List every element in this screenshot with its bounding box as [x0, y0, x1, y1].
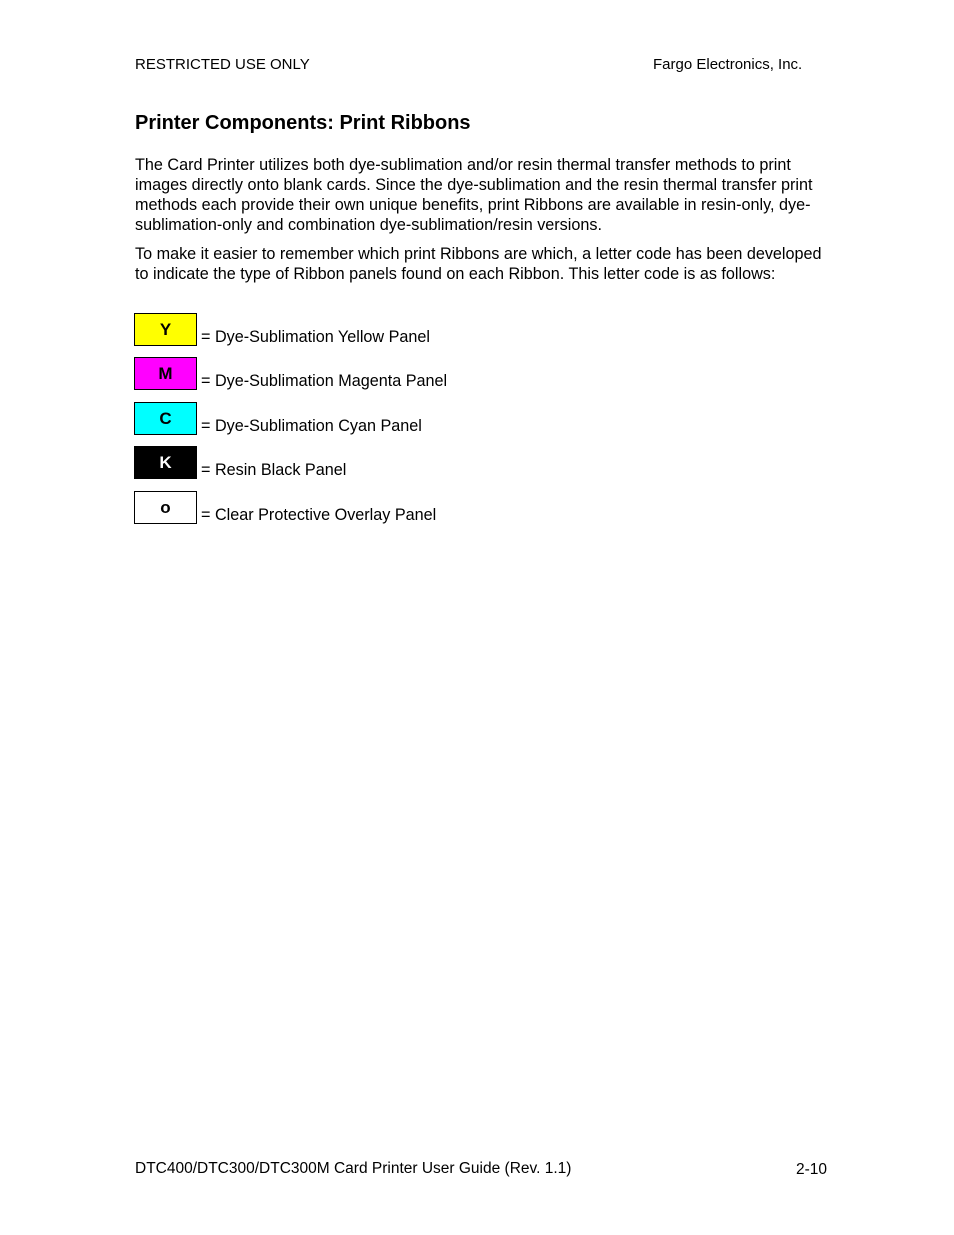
- legend-label-cyan: = Dye-Sublimation Cyan Panel: [201, 417, 422, 435]
- legend-label-magenta: = Dye-Sublimation Magenta Panel: [201, 372, 448, 390]
- footer-document-title: DTC400/DTC300/DTC300M Card Printer User Guide (Rev. 1.1): [135, 1160, 572, 1177]
- legend-label-black: = Resin Black Panel: [201, 461, 347, 479]
- legend-item-yellow: [134, 312, 430, 346]
- header-restricted-notice: RESTRICTED USE ONLY: [135, 56, 310, 73]
- legend-item-magenta: [134, 356, 447, 390]
- footer-page-number: 2-10: [796, 1161, 828, 1178]
- header-company-name: Fargo Electronics, Inc.: [653, 56, 803, 73]
- legend-label-yellow: = Dye-Sublimation Yellow Panel: [201, 328, 431, 346]
- overlay-panel-swatch: o: [134, 491, 197, 524]
- black-panel-swatch: K: [134, 446, 197, 479]
- magenta-panel-swatch: M: [134, 357, 197, 390]
- page-title: Printer Components: Print Ribbons: [135, 112, 471, 134]
- legend-item-overlay: [134, 490, 436, 524]
- letter-code-paragraph: To make it easier to remember which print Ribbons are which, a letter code has been developed to indicate the type of Ribbon panels found on each Ribbon. This letter code is as follows:: [135, 245, 822, 283]
- legend-item-cyan: [134, 401, 422, 435]
- legend-label-overlay: = Clear Protective Overlay Panel: [201, 506, 437, 524]
- cyan-panel-swatch: C: [134, 402, 197, 435]
- intro-paragraph: The Card Printer utilizes both dye-sublimation and/or resin thermal transfer methods to print images directly onto blank cards. Since the dye-sublimation and the resin thermal transfer print methods each provide their own unique benefits, print Ribbons are available in resin-only, dye-sublimation-only and combination dye-sublimation/resin versions.: [135, 156, 813, 234]
- legend-item-black: [134, 445, 346, 479]
- yellow-panel-swatch: Y: [134, 313, 197, 346]
